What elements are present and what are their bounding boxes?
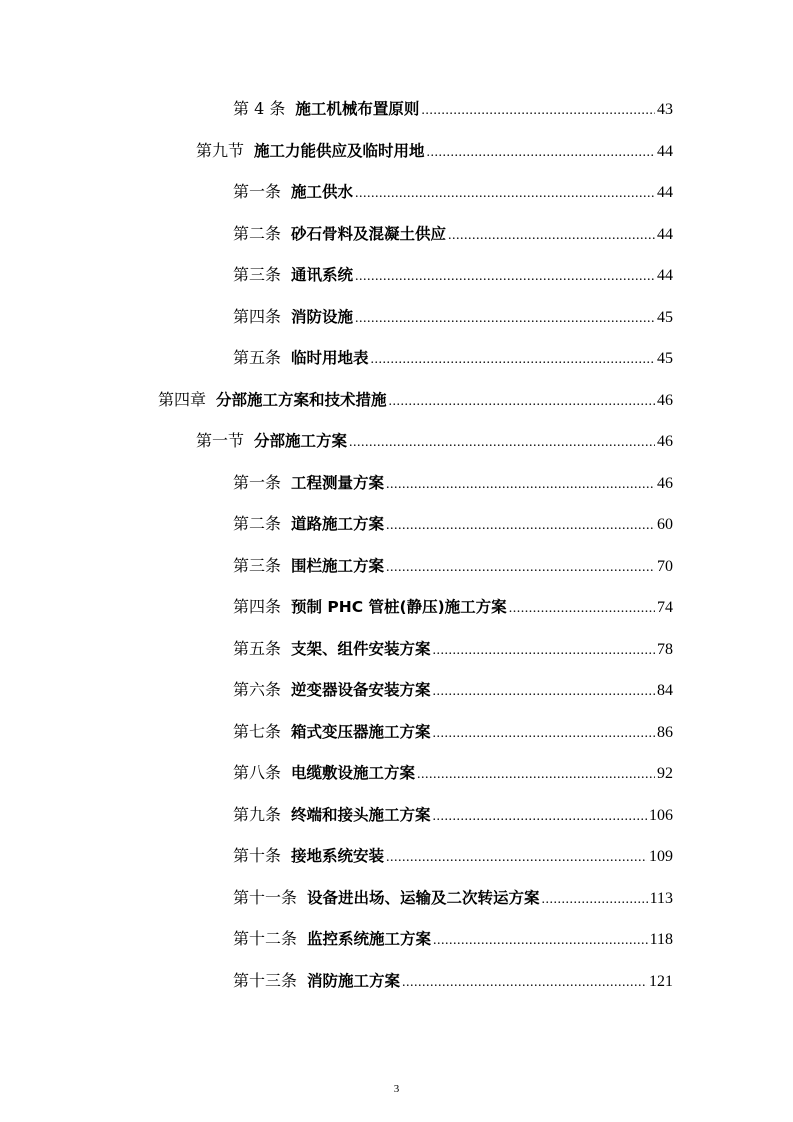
toc-entry-number: 第三条 [233, 265, 282, 284]
toc-leader-dots [386, 846, 647, 870]
toc-entry[interactable] [196, 429, 673, 453]
toc-entry-title: 分部施工方案 [254, 432, 348, 450]
toc-entry-number: 第十三条 [233, 971, 298, 990]
toc-entry[interactable] [233, 720, 673, 744]
toc-entry-number: 第二条 [233, 224, 282, 243]
toc-entry[interactable] [233, 595, 673, 619]
toc-entry-page: 70 [657, 558, 673, 575]
toc-entry-number: 第一条 [233, 473, 282, 492]
toc-leader-dots [355, 265, 655, 289]
toc-entry-number: 第六条 [233, 680, 282, 699]
toc-entry-page: 60 [657, 516, 673, 533]
toc-entry-page: 44 [657, 184, 673, 201]
toc-leader-dots [386, 514, 655, 538]
toc-entry-page: 106 [649, 807, 673, 824]
toc-entry-page: 78 [657, 641, 673, 658]
toc-entry-page: 113 [649, 890, 673, 907]
toc-entry[interactable] [233, 305, 673, 329]
toc-leader-dots [349, 431, 655, 455]
toc-leader-dots [433, 805, 647, 829]
toc-entry-number: 第三条 [233, 556, 282, 575]
toc-leader-dots [355, 182, 655, 206]
toc-leader-dots [448, 224, 655, 248]
toc-leader-dots [433, 722, 655, 746]
toc-entry[interactable] [196, 139, 673, 163]
toc-entry-title: 监控系统施工方案 [307, 930, 432, 948]
toc-entry-number: 第一节 [196, 431, 245, 450]
toc-entry-number: 第十二条 [233, 929, 298, 948]
toc-entry-page: 121 [649, 973, 673, 990]
toc-entry-title: 施工力能供应及临时用地 [254, 142, 425, 160]
toc-entry[interactable] [233, 803, 673, 827]
toc-entry[interactable] [233, 554, 673, 578]
toc-entry[interactable] [233, 844, 673, 868]
toc-entry-number: 第十一条 [233, 888, 298, 907]
toc-entry[interactable] [233, 927, 673, 951]
toc-entry-page: 46 [657, 475, 673, 492]
toc-entry-title: 围栏施工方案 [291, 557, 385, 575]
toc-entry-title: 箱式变压器施工方案 [291, 723, 431, 741]
toc-entry-number: 第十条 [233, 846, 282, 865]
toc-entry-page: 44 [657, 267, 673, 284]
toc-leader-dots [421, 99, 655, 123]
toc-leader-dots [417, 763, 655, 787]
toc-leader-dots [542, 888, 648, 912]
toc-leader-dots [433, 929, 648, 953]
toc-entry-page: 86 [657, 724, 673, 741]
toc-entry-number: 第四条 [233, 307, 282, 326]
toc-entry[interactable] [233, 471, 673, 495]
toc-entry[interactable] [233, 263, 673, 287]
toc-entry-number: 第 4 条 [233, 99, 286, 118]
toc-entry[interactable] [158, 388, 673, 412]
toc-leader-dots [371, 348, 655, 372]
toc-entry-title: 支架、组件安装方案 [291, 640, 431, 658]
toc-entry-title: 通讯系统 [291, 266, 354, 284]
toc-leader-dots [389, 390, 655, 414]
toc-entry-title: 施工机械布置原则 [295, 100, 420, 118]
toc-entry-title: 预制 PHC 管桩(静压)施工方案 [291, 598, 507, 616]
toc-entry-page: 45 [657, 309, 673, 326]
toc-entry-number: 第四条 [233, 597, 282, 616]
toc-entry-number: 第九节 [196, 141, 245, 160]
toc-entry-number: 第七条 [233, 722, 282, 741]
toc-entry[interactable] [233, 678, 673, 702]
toc-entry-title: 工程测量方案 [291, 474, 385, 492]
toc-entry-title: 施工供水 [291, 183, 354, 201]
toc-entry-title: 逆变器设备安装方案 [291, 681, 431, 699]
toc-entry-page: 46 [657, 392, 673, 409]
toc-entry-page: 109 [649, 848, 673, 865]
toc-entry-number: 第二条 [233, 514, 282, 533]
page-number: 3 [393, 1083, 400, 1095]
toc-entry-title: 设备进出场、运输及二次转运方案 [307, 889, 540, 907]
toc-entry-number: 第九条 [233, 805, 282, 824]
toc-leader-dots [386, 473, 655, 497]
toc-entry-title: 消防施工方案 [307, 972, 401, 990]
toc-entry[interactable] [233, 512, 673, 536]
toc-entry[interactable] [233, 222, 673, 246]
toc-entry[interactable] [233, 346, 673, 370]
toc-entry-page: 92 [657, 765, 673, 782]
toc-entry[interactable] [233, 969, 673, 993]
toc-entry-page: 84 [657, 682, 673, 699]
toc-entry-page: 118 [649, 931, 673, 948]
toc-entry-title: 消防设施 [291, 308, 354, 326]
toc-entry-title: 道路施工方案 [291, 515, 385, 533]
toc-entry-page: 44 [657, 143, 673, 160]
toc-leader-dots [355, 307, 655, 331]
toc-leader-dots [433, 680, 655, 704]
toc-entry-title: 电缆敷设施工方案 [291, 764, 416, 782]
toc-entry-number: 第四章 [158, 390, 207, 409]
toc-entry-title: 砂石骨料及混凝土供应 [291, 225, 447, 243]
toc-entry[interactable] [233, 886, 673, 910]
toc-entry[interactable] [233, 180, 673, 204]
toc-entry-number: 第五条 [233, 348, 282, 367]
toc-entry-page: 43 [657, 101, 673, 118]
toc-entry-title: 终端和接头施工方案 [291, 806, 431, 824]
toc-leader-dots [427, 141, 655, 165]
toc-entry[interactable] [233, 637, 673, 661]
toc-leader-dots [402, 971, 647, 995]
toc-entry[interactable] [233, 761, 673, 785]
toc-entry-page: 45 [657, 350, 673, 367]
toc-entry-number: 第八条 [233, 763, 282, 782]
toc-entry-page: 44 [657, 226, 673, 243]
toc-entry-number: 第五条 [233, 639, 282, 658]
toc-entry[interactable] [233, 97, 673, 121]
toc-leader-dots [433, 639, 655, 663]
toc-entry-title: 分部施工方案和技术措施 [216, 391, 387, 409]
toc-leader-dots [509, 597, 655, 621]
toc-entry-page: 46 [657, 433, 673, 450]
toc-entry-number: 第一条 [233, 182, 282, 201]
toc-leader-dots [386, 556, 655, 580]
toc-entry-title: 临时用地表 [291, 349, 369, 367]
toc-entry-page: 74 [657, 599, 673, 616]
toc-entry-title: 接地系统安装 [291, 847, 385, 865]
